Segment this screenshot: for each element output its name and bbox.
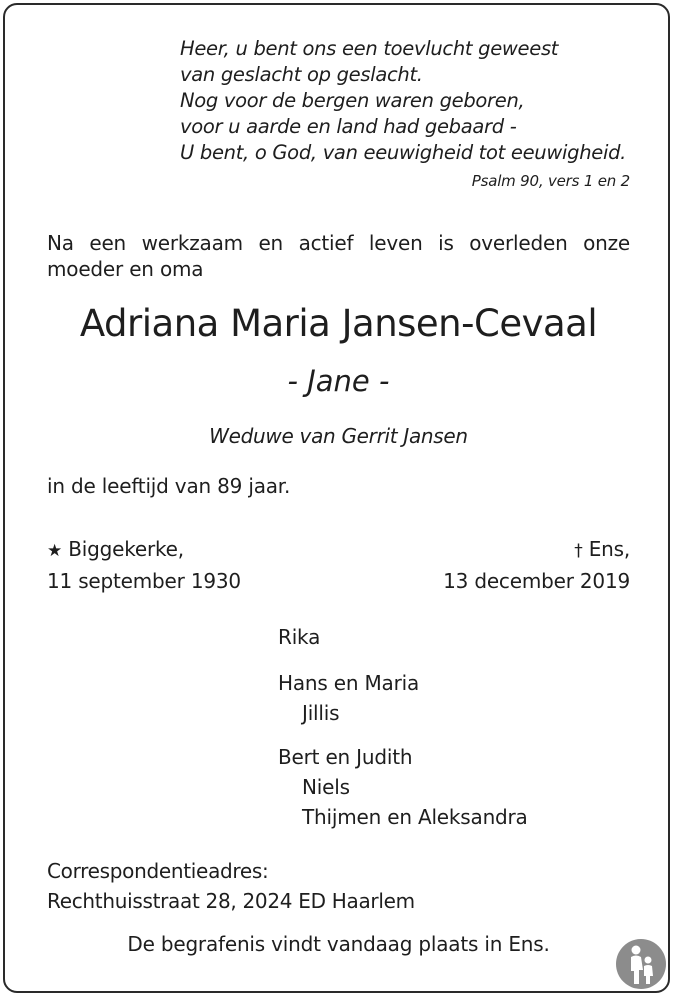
- psalm-line: Nog voor de bergen waren geboren,: [180, 89, 525, 112]
- star-icon: ★: [47, 541, 63, 561]
- death-place: Ens,: [588, 537, 630, 561]
- deceased-name: Adriana Maria Jansen-Cevaal: [79, 302, 598, 345]
- psalm-line: voor u aarde en land had gebaard -: [180, 115, 517, 138]
- family-member: Rika: [278, 625, 321, 649]
- birth-info: [47, 534, 241, 596]
- cross-icon: †: [574, 541, 583, 561]
- death-info: [443, 534, 630, 596]
- correspondence: [47, 856, 415, 916]
- psalm-reference: Psalm 90, vers 1 en 2: [471, 172, 630, 190]
- psalm-line: Heer, u bent ons een toevlucht geweest: [180, 37, 559, 60]
- memorial-figure-icon: [615, 938, 667, 990]
- psalm-quote: [180, 36, 626, 166]
- psalm-line: van geslacht op geslacht.: [180, 63, 423, 86]
- family-member: Bert en Judith: [278, 745, 413, 769]
- family-group-rika: [278, 622, 320, 652]
- birth-date: 11 september 1930: [47, 569, 241, 593]
- family-member: Thijmen en Aleksandra: [302, 805, 528, 829]
- family-member: Niels: [302, 775, 350, 799]
- psalm-line: U bent, o God, van eeuwigheid tot eeuwigheid.: [180, 141, 627, 164]
- widow-of: Weduwe van Gerrit Jansen: [209, 424, 468, 448]
- age-text: in de leeftijd van 89 jaar.: [47, 474, 291, 498]
- family-member: Hans en Maria: [278, 671, 420, 695]
- deceased-nickname: - Jane -: [287, 364, 390, 398]
- family-group-hans: [278, 668, 419, 728]
- intro-text: [47, 230, 630, 282]
- family-group-bert: [278, 742, 528, 832]
- correspondence-address: Rechthuisstraat 28, 2024 ED Haarlem: [47, 889, 415, 913]
- intro-line-1: Na een werkzaam en actief leven is overleden onze: [47, 231, 630, 255]
- intro-line-2: moeder en oma: [47, 257, 204, 281]
- funeral-notice: De begrafenis vindt vandaag plaats in Ens.: [127, 932, 550, 956]
- birth-place: Biggekerke,: [68, 537, 184, 561]
- correspondence-label: Correspondentieadres:: [47, 859, 269, 883]
- death-date: 13 december 2019: [443, 569, 630, 593]
- family-member: Jillis: [302, 701, 340, 725]
